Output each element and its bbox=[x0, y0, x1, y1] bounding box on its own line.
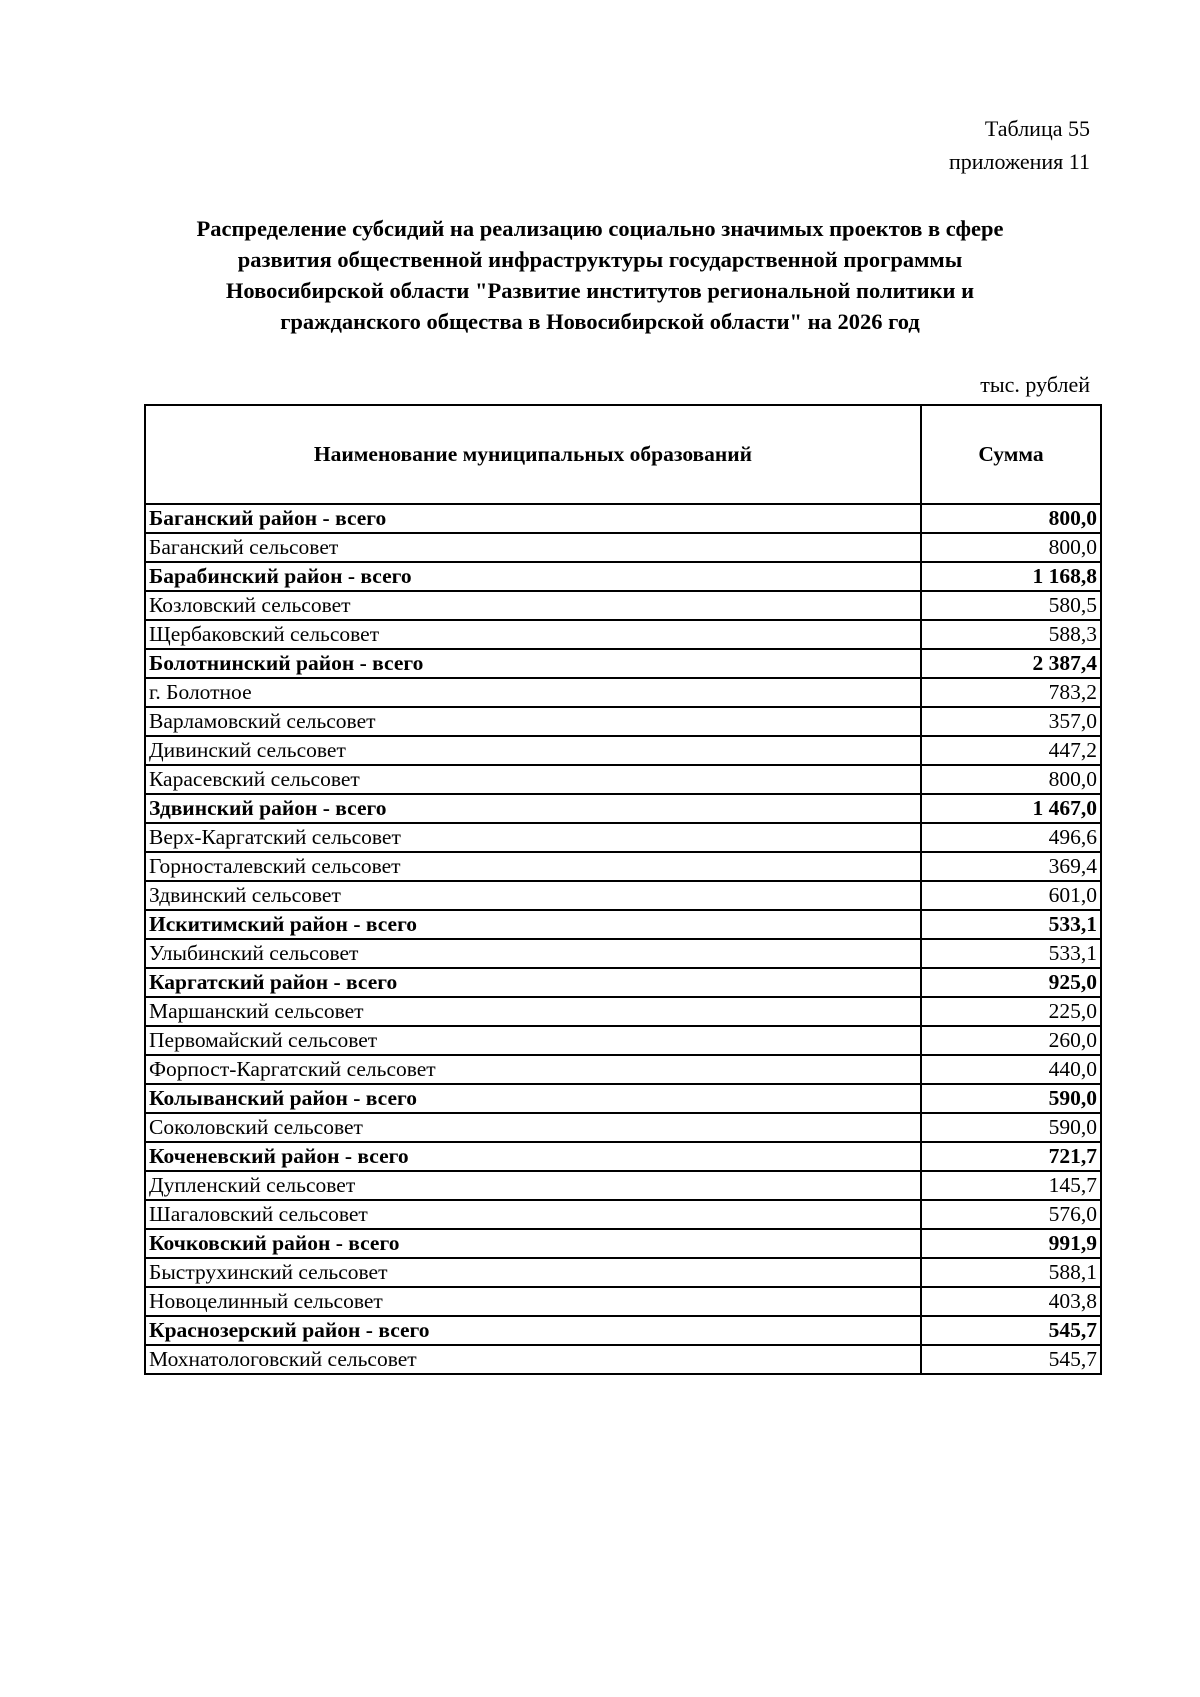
amount-cell: 357,0 bbox=[921, 707, 1101, 736]
district-total-row bbox=[145, 504, 1101, 533]
municipality-name-cell: Мохнатологовский сельсовет bbox=[145, 1345, 921, 1374]
subsidy-table bbox=[144, 404, 1102, 1375]
amount-cell: 260,0 bbox=[921, 1026, 1101, 1055]
municipality-name-cell: Новоцелинный сельсовет bbox=[145, 1287, 921, 1316]
settlement-row bbox=[145, 1258, 1101, 1287]
settlement-row bbox=[145, 707, 1101, 736]
amount-cell: 800,0 bbox=[921, 765, 1101, 794]
amount-cell: 1 168,8 bbox=[921, 562, 1101, 591]
settlement-row bbox=[145, 997, 1101, 1026]
settlement-row bbox=[145, 852, 1101, 881]
settlement-row bbox=[145, 1113, 1101, 1142]
amount-cell: 800,0 bbox=[921, 504, 1101, 533]
municipality-name-cell: Колыванский район - всего bbox=[145, 1084, 921, 1113]
settlement-row bbox=[145, 1171, 1101, 1200]
table-header-row bbox=[145, 405, 1101, 504]
municipality-name-cell: Искитимский район - всего bbox=[145, 910, 921, 939]
municipality-name-cell: Первомайский сельсовет bbox=[145, 1026, 921, 1055]
amount-cell: 1 467,0 bbox=[921, 794, 1101, 823]
settlement-row bbox=[145, 881, 1101, 910]
amount-cell: 588,3 bbox=[921, 620, 1101, 649]
municipality-name-cell: Дивинский сельсовет bbox=[145, 736, 921, 765]
amount-cell: 225,0 bbox=[921, 997, 1101, 1026]
amount-cell: 447,2 bbox=[921, 736, 1101, 765]
amount-cell: 925,0 bbox=[921, 968, 1101, 997]
amount-cell: 369,4 bbox=[921, 852, 1101, 881]
municipality-name-cell: Форпост-Каргатский сельсовет bbox=[145, 1055, 921, 1084]
municipality-name-cell: Маршанский сельсовет bbox=[145, 997, 921, 1026]
units-label: тыс. рублей bbox=[980, 372, 1090, 397]
amount-cell: 2 387,4 bbox=[921, 649, 1101, 678]
municipality-name-cell: Козловский сельсовет bbox=[145, 591, 921, 620]
amount-cell: 576,0 bbox=[921, 1200, 1101, 1229]
title-line: развития общественной инфраструктуры государственной программы bbox=[237, 247, 963, 272]
amount-cell: 601,0 bbox=[921, 881, 1101, 910]
amount-cell: 533,1 bbox=[921, 910, 1101, 939]
settlement-row bbox=[145, 1345, 1101, 1374]
amount-cell: 721,7 bbox=[921, 1142, 1101, 1171]
municipality-name-cell: Болотнинский район - всего bbox=[145, 649, 921, 678]
municipality-name-cell: г. Болотное bbox=[145, 678, 921, 707]
district-total-row bbox=[145, 968, 1101, 997]
column-header-sum: Сумма bbox=[921, 405, 1101, 504]
amount-cell: 800,0 bbox=[921, 533, 1101, 562]
district-total-row bbox=[145, 1142, 1101, 1171]
district-total-row bbox=[145, 649, 1101, 678]
municipality-name-cell: Шагаловский сельсовет bbox=[145, 1200, 921, 1229]
settlement-row bbox=[145, 1026, 1101, 1055]
district-total-row bbox=[145, 910, 1101, 939]
settlement-row bbox=[145, 939, 1101, 968]
title-line: Новосибирской области "Развитие институтов региональной политики и bbox=[225, 278, 975, 303]
municipality-name-cell: Баганский сельсовет bbox=[145, 533, 921, 562]
settlement-row bbox=[145, 1287, 1101, 1316]
municipality-name-cell: Быструхинский сельсовет bbox=[145, 1258, 921, 1287]
title-line: гражданского общества в Новосибирской области" на 2026 год bbox=[280, 309, 920, 334]
municipality-name-cell: Соколовский сельсовет bbox=[145, 1113, 921, 1142]
municipality-name-cell: Кочковский район - всего bbox=[145, 1229, 921, 1258]
table-body bbox=[145, 504, 1101, 1374]
district-total-row bbox=[145, 794, 1101, 823]
amount-cell: 991,9 bbox=[921, 1229, 1101, 1258]
amount-cell: 545,7 bbox=[921, 1345, 1101, 1374]
settlement-row bbox=[145, 765, 1101, 794]
amount-cell: 545,7 bbox=[921, 1316, 1101, 1345]
municipality-name-cell: Барабинский район - всего bbox=[145, 562, 921, 591]
municipality-name-cell: Улыбинский сельсовет bbox=[145, 939, 921, 968]
settlement-row bbox=[145, 823, 1101, 852]
amount-cell: 580,5 bbox=[921, 591, 1101, 620]
amount-cell: 403,8 bbox=[921, 1287, 1101, 1316]
district-total-row bbox=[145, 1316, 1101, 1345]
settlement-row bbox=[145, 736, 1101, 765]
municipality-name-cell: Дупленский сельсовет bbox=[145, 1171, 921, 1200]
municipality-name-cell: Здвинский район - всего bbox=[145, 794, 921, 823]
title-line: Распределение субсидий на реализацию социально значимых проектов в сфере bbox=[196, 216, 1004, 241]
settlement-row bbox=[145, 678, 1101, 707]
appendix-label: приложения 11 bbox=[948, 149, 1090, 174]
district-total-row bbox=[145, 1084, 1101, 1113]
amount-cell: 590,0 bbox=[921, 1113, 1101, 1142]
table-reference bbox=[949, 112, 1090, 178]
municipality-name-cell: Краснозерский район - всего bbox=[145, 1316, 921, 1345]
municipality-name-cell: Каргатский район - всего bbox=[145, 968, 921, 997]
amount-cell: 588,1 bbox=[921, 1258, 1101, 1287]
amount-cell: 496,6 bbox=[921, 823, 1101, 852]
settlement-row bbox=[145, 620, 1101, 649]
amount-cell: 440,0 bbox=[921, 1055, 1101, 1084]
municipality-name-cell: Баганский район - всего bbox=[145, 504, 921, 533]
municipality-name-cell: Варламовский сельсовет bbox=[145, 707, 921, 736]
settlement-row bbox=[145, 1055, 1101, 1084]
amount-cell: 145,7 bbox=[921, 1171, 1101, 1200]
document-title bbox=[140, 213, 1060, 337]
municipality-name-cell: Коченевский район - всего bbox=[145, 1142, 921, 1171]
settlement-row bbox=[145, 1200, 1101, 1229]
settlement-row bbox=[145, 533, 1101, 562]
amount-cell: 590,0 bbox=[921, 1084, 1101, 1113]
district-total-row bbox=[145, 562, 1101, 591]
municipality-name-cell: Здвинский сельсовет bbox=[145, 881, 921, 910]
column-header-name: Наименование муниципальных образований bbox=[145, 405, 921, 504]
table-number-label: Таблица 55 bbox=[984, 116, 1090, 141]
settlement-row bbox=[145, 591, 1101, 620]
district-total-row bbox=[145, 1229, 1101, 1258]
municipality-name-cell: Горносталевский сельсовет bbox=[145, 852, 921, 881]
municipality-name-cell: Карасевский сельсовет bbox=[145, 765, 921, 794]
amount-cell: 533,1 bbox=[921, 939, 1101, 968]
municipality-name-cell: Верх-Каргатский сельсовет bbox=[145, 823, 921, 852]
municipality-name-cell: Щербаковский сельсовет bbox=[145, 620, 921, 649]
amount-cell: 783,2 bbox=[921, 678, 1101, 707]
